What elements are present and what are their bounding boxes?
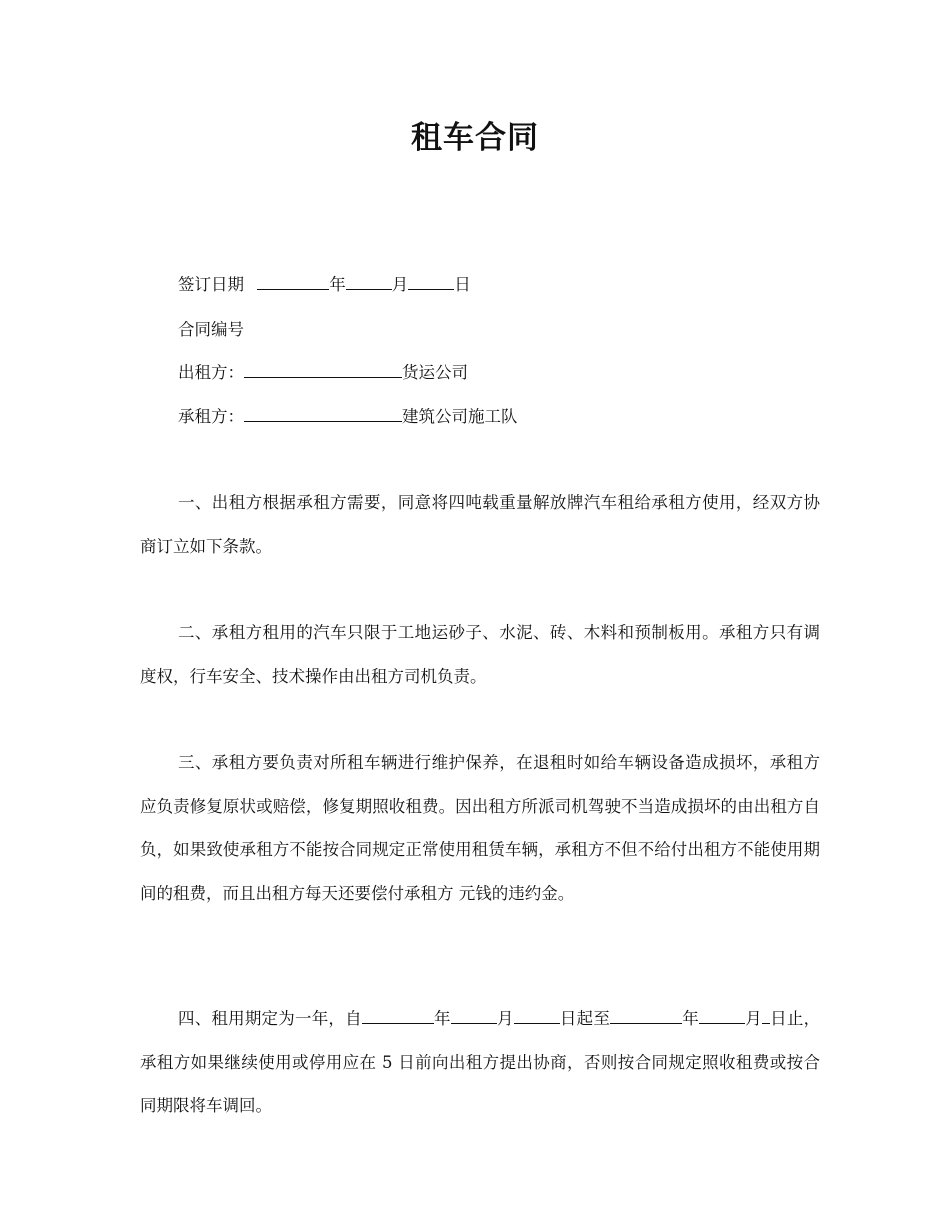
clause-4-start: 四、租用期定为一年，自 (178, 1009, 362, 1028)
lessee-label: 承租方： (178, 407, 244, 426)
sign-month-unit: 月 (391, 275, 409, 294)
term-end-day-blank (762, 1007, 770, 1024)
lessor-suffix: 货运公司 (402, 363, 468, 382)
term-end-month-blank (699, 1007, 745, 1024)
document-title: 租车合同 (411, 120, 539, 156)
sign-month-blank (346, 273, 392, 290)
clause-4-end: 日止，承租方如果继续使用或停用应在 5 日前向出租方提出协商，否则按合同规定照收租费或按合同期限将车调回。 (140, 1009, 821, 1115)
sign-date-line (178, 273, 471, 297)
clause-1: 一、出租方根据承租方需要，同意将四吨载重量解放牌汽车租给承租方使用，经双方协商订立如下条款。 (140, 493, 820, 556)
lessor-line (178, 361, 468, 385)
sign-day-unit: 日 (454, 275, 471, 294)
term-start-month-blank (451, 1007, 497, 1024)
clause-4 (140, 997, 820, 1128)
lessee-line (178, 405, 518, 429)
term-start-month-unit: 月 (496, 1009, 514, 1028)
contract-number-line (178, 318, 244, 342)
term-end-year-unit: 年 (682, 1009, 699, 1028)
lessor-name-blank (244, 361, 402, 378)
sign-date-label: 签订日期 (178, 275, 244, 294)
lessor-label: 出租方： (178, 363, 244, 382)
term-start-year-unit: 年 (433, 1009, 451, 1028)
term-start-day-unit: 日起至 (559, 1009, 611, 1028)
term-start-day-blank (514, 1007, 560, 1024)
lessee-suffix: 建筑公司施工队 (402, 407, 518, 426)
sign-day-blank (408, 273, 454, 290)
term-end-year-blank (610, 1007, 682, 1024)
clause-2: 二、承租方租用的汽车只限于工地运砂子、水泥、砖、木料和预制板用。承租方只有调度权，行车安全、技术操作由出租方司机负责。 (140, 623, 820, 686)
sign-year-blank (257, 273, 329, 290)
clause-3: 三、承租方要负责对所租车辆进行维护保养，在退租时如给车辆设备造成损坏，承租方应负责修复原状或赔偿，修复期照收租费。因出租方所派司机驾驶不当造成损坏的由出租方自负，如果致使承租方不能按合同规定正常使用租赁车辆，承租方不但不给付出租方不能使用期间的租费，而且出租方每天还要偿付承租方 元钱的违约金。 (140, 753, 820, 903)
lessee-name-blank (244, 405, 402, 422)
term-start-year-blank (362, 1007, 434, 1024)
contract-number-label: 合同编号 (178, 320, 244, 339)
sign-year-unit: 年 (329, 275, 346, 294)
term-end-month-unit: 月 (745, 1009, 762, 1028)
